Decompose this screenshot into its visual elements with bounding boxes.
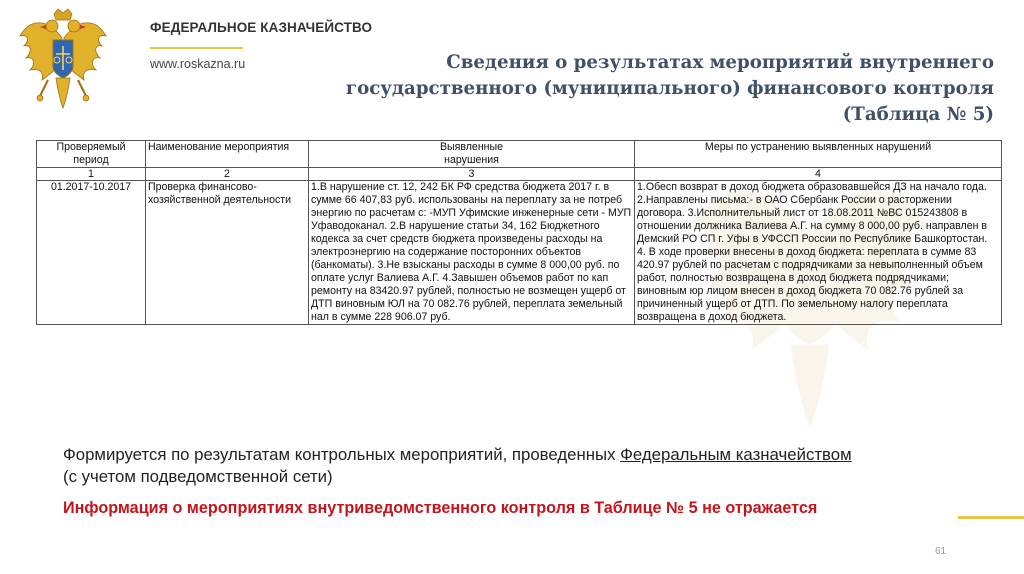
table-header-row: [37, 141, 1002, 168]
title-line-1: Сведения о результатах мероприятий внутреннего: [446, 52, 994, 73]
col-header-violations: [309, 141, 635, 168]
double-headed-eagle-emblem-icon: [18, 8, 108, 116]
col-number: 2: [146, 168, 309, 181]
title-line-3: (Таблица № 5): [842, 104, 994, 125]
body-text-suffix: (с учетом подведомственной сети): [63, 467, 333, 486]
website-link[interactable]: www.roskazna.ru: [150, 57, 246, 71]
footer-gold-line: [958, 516, 1024, 519]
page-title: [274, 50, 994, 128]
title-line-2: государственного (муниципального) финансового контроля: [345, 78, 994, 99]
body-text-prefix: Формируется по результатам контрольных мероприятий, проведенных: [63, 445, 621, 464]
cell-violations: 1.В нарушение ст. 12, 242 БК РФ средства бюджета 2017 г. в сумме 66 407,83 руб. использованы на переплату за не потреб энергию по расчетам с: -МУП Уфимские инженерные сети - МУП Уфаводоканал. 2.В нарушение статьи 34, 162 Бюджетного кодекса за счет средств бюджета произведены расходы на электроэнергию на содержание посторонних объектов (банкоматы). 3.Не взысканы расходы в сумме 8 000,00 руб. по оплате услуг Валиева А.Г. 4.Завышен объемов работ по кап ремонту на 83420.97 рублей, полностью не возмещен ущерб от ДТП виновным ЮЛ на 70 082.76 рублей, переплата земельный нал в сумме 228 906.07 руб.: [309, 181, 635, 325]
results-table: [36, 140, 1002, 325]
cell-period: 01.2017-10.2017: [37, 181, 146, 325]
table-number-row: [37, 168, 1002, 181]
col-number: 3: [309, 168, 635, 181]
table-row: [37, 181, 1002, 325]
col-header-violations-text: Выявленные нарушения: [439, 141, 504, 166]
page-number: 61: [935, 546, 947, 557]
col-header-name: Наименование мероприятия: [146, 141, 309, 168]
col-header-measures: Меры по устранению выявленных нарушений: [635, 141, 1002, 168]
col-header-period: Проверяемый период: [37, 141, 146, 168]
header-divider: [150, 47, 243, 49]
cell-name: Проверка финансово-хозяйственной деятельности: [146, 181, 309, 325]
org-name: ФЕДЕРАЛЬНОЕ КАЗНАЧЕЙСТВО: [150, 20, 373, 35]
highlight-note: Информация о мероприятиях внутриведомственного контроля в Таблице № 5 не отражается: [63, 499, 818, 517]
body-text: [63, 444, 852, 488]
col-number: 4: [635, 168, 1002, 181]
cell-measures: 1.Обесп возврат в доход бюджета образовавшейся ДЗ на начало года. 2.Направлены письма:- в ОАО Сбербанк России о расторжении договора. 3.Исполнительный лист от 18.08.2011 №ВС 015243808 в отношении должника Валиева А.Г. на сумму 8 000,00 руб. направлен в Демский РО СП г. Уфы в УФССП России по Республике Башкортостан. 4. В ходе проверки внесены в доход бюджета: переплата в сумме 83 420.97 рублей по расчетам с подрядчиками за невыполненный объем работ, полностью возвращена в доход бюджета подрядчиками; виновным юр лицом внесен в доход бюджета 70 082.76 рублей за причиненный ущерб от ДТП. По земельному налогу переплата возвращена в доход бюджета.: [635, 181, 1002, 325]
federal-treasury-link[interactable]: Федеральным казначейством: [620, 445, 852, 464]
col-number: 1: [37, 168, 146, 181]
